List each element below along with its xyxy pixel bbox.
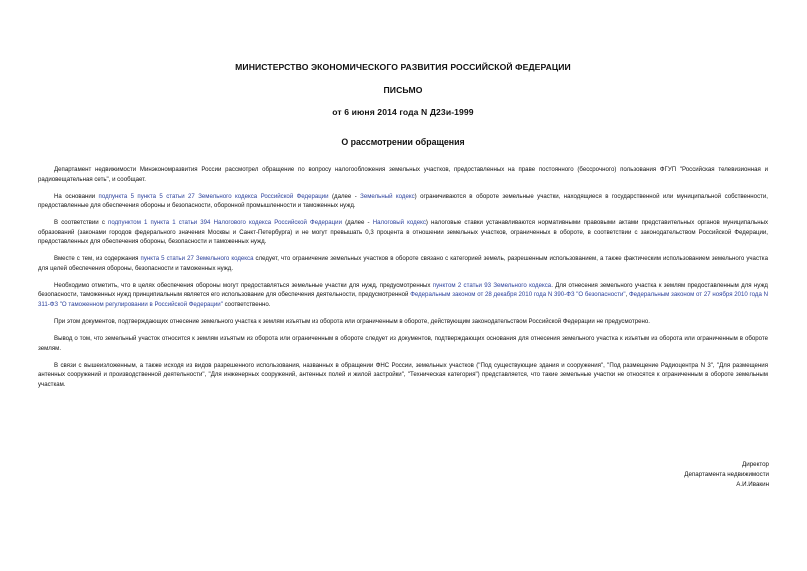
signatory-name: А.И.Ивакин bbox=[736, 481, 769, 488]
paragraph-8-text: В связи с вышеизложенным, а также исходя из видов разрешенного использования, названных в обращении ФНС России, земельных участков ("Под существующие здания и сооружения", "Под размещение Радиоцентра N 3", "Для размещения антенных сооружений и производственной деятельности", "Для инженерных сооружений, антенных полей и жилой застройки", "Техническая категория") представляется, что такие земельные участки не относятся к ограниченным в обороте земельным участкам. bbox=[38, 361, 768, 388]
paragraph-5 bbox=[38, 281, 768, 310]
link-tax-code-article-394[interactable]: подпунктом 1 пункта 1 статьи 394 Налогового кодекса Российской Федерации bbox=[108, 219, 342, 227]
paragraph-5-text-1: Необходимо отметить, что в целях обеспечения обороны могут предоставляться земельные участки для нужд, предусмотренных bbox=[54, 281, 433, 289]
paragraph-3-text-1: В соответствии с bbox=[54, 219, 109, 227]
signature-block bbox=[684, 460, 769, 490]
paragraph-5-text-4: соответственно. bbox=[222, 300, 271, 308]
date-number-heading: от 6 июня 2014 года N Д23и-1999 bbox=[332, 107, 474, 117]
paragraph-6-text: При этом документов, подтверждающих отнесение земельного участка к землям изъятым из оборота или ограниченным в обороте, действующим законодательством Российской Федерации не предусмотрено. bbox=[54, 317, 650, 325]
link-law-390-fz[interactable]: Федеральным законом от 28 декабря 2010 года N 390-ФЗ "О безопасности" bbox=[410, 291, 626, 299]
link-land-code[interactable]: Земельный кодекс bbox=[360, 192, 415, 200]
paragraph-2-text-3: ) ограничиваются в обороте земельные участки, находящиеся в государственной или муниципальной собственности, предоставленные для обеспечения обороны и безопасности, оборонной промышленности и таможенных нужд. bbox=[38, 192, 769, 210]
paragraph-3-text-3: ) налоговые ставки устанавливаются нормативными правовыми актами представительных органов муниципальных образований (законами городов федерального значения Москвы и Санкт-Петербурга) и не могут превышать 0,3 процента в отношении земельных участков, ограниченных в обороте, в соответствии с законодательством Российской Федерации, предоставленных для обеспечения обороны, безопасности и таможенных нужд. bbox=[38, 219, 769, 246]
paragraph-2-text-2: (далее - bbox=[328, 192, 361, 200]
paragraph-2-text-1: На основании bbox=[54, 192, 99, 200]
paragraph-4-text-1: Вместе с тем, из содержания bbox=[54, 255, 141, 263]
subject-heading: О рассмотрении обращения bbox=[341, 137, 465, 147]
signatory-title: Директор bbox=[742, 461, 769, 468]
paragraph-1 bbox=[38, 165, 768, 184]
paragraph-2 bbox=[38, 192, 768, 211]
paragraph-3-text-2: (далее - bbox=[341, 219, 373, 227]
paragraph-4 bbox=[38, 254, 768, 273]
paragraph-1-text: Департамент недвижимости Минэкономразвития России рассмотрел обращение по вопросу налогообложения земельных участков, предоставленных на праве постоянного (бессрочного) пользования ФГУП "Российская телевизионная и радиовещательная сеть", и сообщает. bbox=[38, 166, 768, 183]
document-body bbox=[38, 62, 768, 397]
paragraph-6 bbox=[38, 317, 768, 327]
link-law-311-fz[interactable]: Федеральным законом от 27 ноября 2010 года N 311-ФЗ "О таможенном регулировании в Российской Федерации" bbox=[38, 291, 768, 308]
link-tax-code[interactable]: Налоговый кодекс bbox=[372, 219, 426, 227]
link-land-code-article-27[interactable]: подпункта 5 пункта 5 статьи 27 Земельного кодекса Российской Федерации bbox=[98, 192, 329, 200]
signatory-department: Департамента недвижимости bbox=[684, 471, 769, 478]
paragraph-3 bbox=[38, 218, 768, 247]
ministry-heading: МИНИСТЕРСТВО ЭКОНОМИЧЕСКОГО РАЗВИТИЯ РОССИЙСКОЙ ФЕДЕРАЦИИ bbox=[235, 62, 571, 72]
paragraph-5-text-2: . Для отнесения земельного участка к землям предоставленным для нужд безопасности, таможенных нужд принципиальным является его использование для обеспечения деятельности, предусмотренной bbox=[38, 281, 768, 299]
paragraph-7 bbox=[38, 334, 768, 353]
paragraph-8 bbox=[38, 361, 768, 390]
paragraph-5-text-3: , bbox=[625, 291, 630, 299]
document-type-heading: ПИСЬМО bbox=[383, 85, 423, 95]
paragraph-7-text: Вывод о том, что земельный участок относится к землям изъятым из оборота или ограниченным в обороте следует из документов, подтверждающих основания для отнесения земельного участка к изъятым из оборота или ограниченным в обороте землям. bbox=[38, 335, 768, 352]
link-land-code-article-27-p5[interactable]: пункта 5 статьи 27 Земельного кодекса bbox=[140, 255, 254, 263]
paragraph-4-text-2: следует, что ограничение земельных участков в обороте связано с категорией земель, разрешенным использованием, а также фактическим использованием земельного участка для целей обеспечения обороны, безопасности и таможенных нужд. bbox=[38, 255, 768, 272]
link-land-code-article-93[interactable]: пунктом 2 статьи 93 Земельного кодекса bbox=[432, 281, 552, 289]
